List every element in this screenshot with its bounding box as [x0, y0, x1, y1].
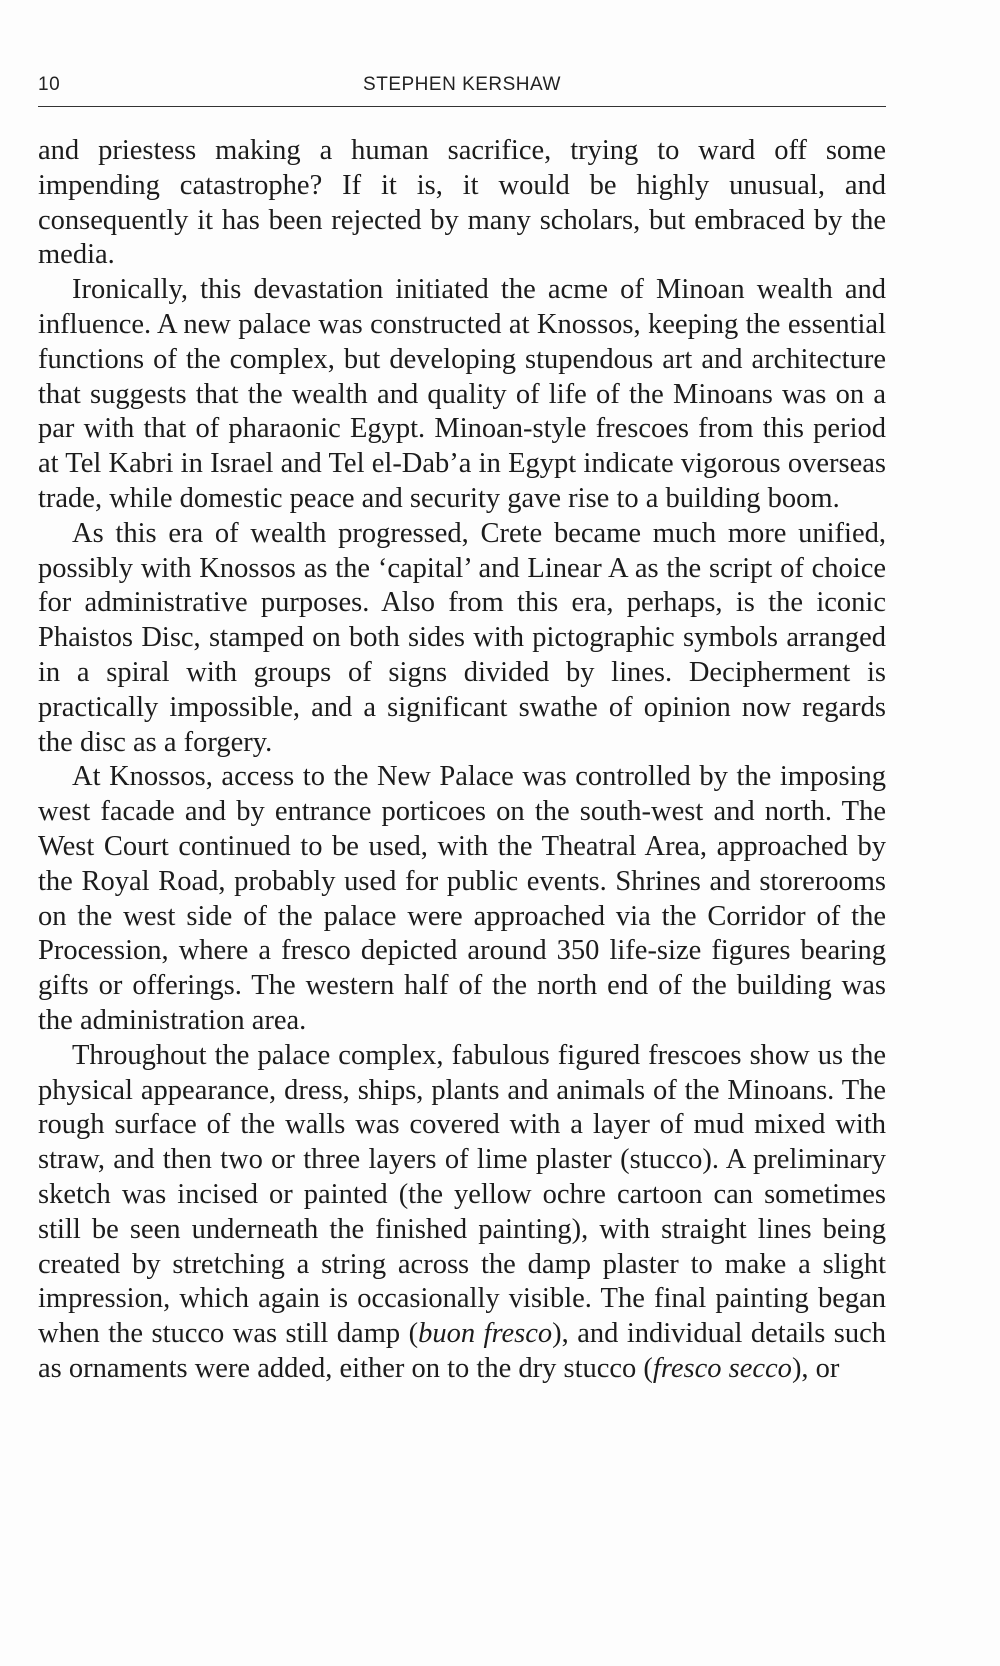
paragraph-5-text: Throughout the palace complex, fabulous figured frescoes show us the physical appearance, dress, ships, plants and animals of the Minoans. The rough surface of the walls was covered with a layer of mud mixed with straw, and then two or three layers of lime plaster (stucco). A preliminary sketch was incised or painted (the yellow ochre cartoon can sometimes still be seen underneath the finished painting), with straight lines being created by stretching a string across the damp plaster to make a slight impression, which again is occasionally visible. The final painting began when the stucco was still damp ( — [38, 1039, 886, 1350]
paragraph-2 — [38, 273, 886, 517]
paragraph-1 — [38, 134, 886, 273]
paragraph-4-text: At Knossos, access to the New Palace was controlled by the imposing west facade and by entrance porticoes on the south-west and north. The West Court continued to be used, with the Theatral Area, approached by the Royal Road, probably used for public events. Shrines and storerooms on the west side of the palace were approached via the Corridor of the Procession, where a fresco depicted around 350 life-size figures bearing gifts or offerings. The western half of the north end of the building was the administration area. — [38, 761, 886, 1036]
italic-term-buon-fresco: buon fresco — [418, 1318, 553, 1350]
paragraph-2-text: Ironically, this devastation initiated the acme of Minoan wealth and influence. A new palace was constructed at Knossos, keeping the essential functions of the complex, but developing stupendous art and architecture that suggests that the wealth and quality of life of the Minoans was on a par with that of pharaonic Egypt. Minoan-style frescoes from this period at Tel Kabri in Israel and Tel el-Dab’a in Egypt indicate vigorous overseas trade, while domestic peace and security gave rise to a building boom. — [38, 274, 886, 514]
running-head — [38, 72, 886, 102]
paragraph-5-text: ), or — [791, 1352, 840, 1384]
body-text — [38, 134, 886, 1387]
header-rule — [38, 106, 886, 107]
paragraph-3-text: As this era of wealth progressed, Crete became much more unified, possibly with Knossos as the ‘capital’ and Linear A as the script of choice for administrative purposes. Also from this era, perhaps, is the iconic Phaistos Disc, stamped on both sides with pictographic symbols arranged in a spiral with groups of signs divided by lines. Decipherment is practically impossible, and a significant swathe of opinion now regards the disc as a forgery. — [38, 517, 886, 758]
paragraph-3 — [38, 517, 886, 761]
paragraph-1-text: and priestess making a human sacrifice, trying to ward off some impending catastrophe? If it is, it would be highly unusual, and consequently it has been rejected by many scholars, but embraced by the media. — [38, 135, 886, 271]
paragraph-5-text: ), and individual details such as ornaments were added, either on to the dry stucco ( — [38, 1318, 886, 1384]
paragraph-5 — [38, 1039, 886, 1387]
page-number: 10 — [38, 74, 61, 95]
italic-term-fresco-secco: fresco secco — [652, 1352, 792, 1384]
paragraph-4 — [38, 760, 886, 1038]
running-title: STEPHEN KERSHAW — [363, 74, 561, 95]
